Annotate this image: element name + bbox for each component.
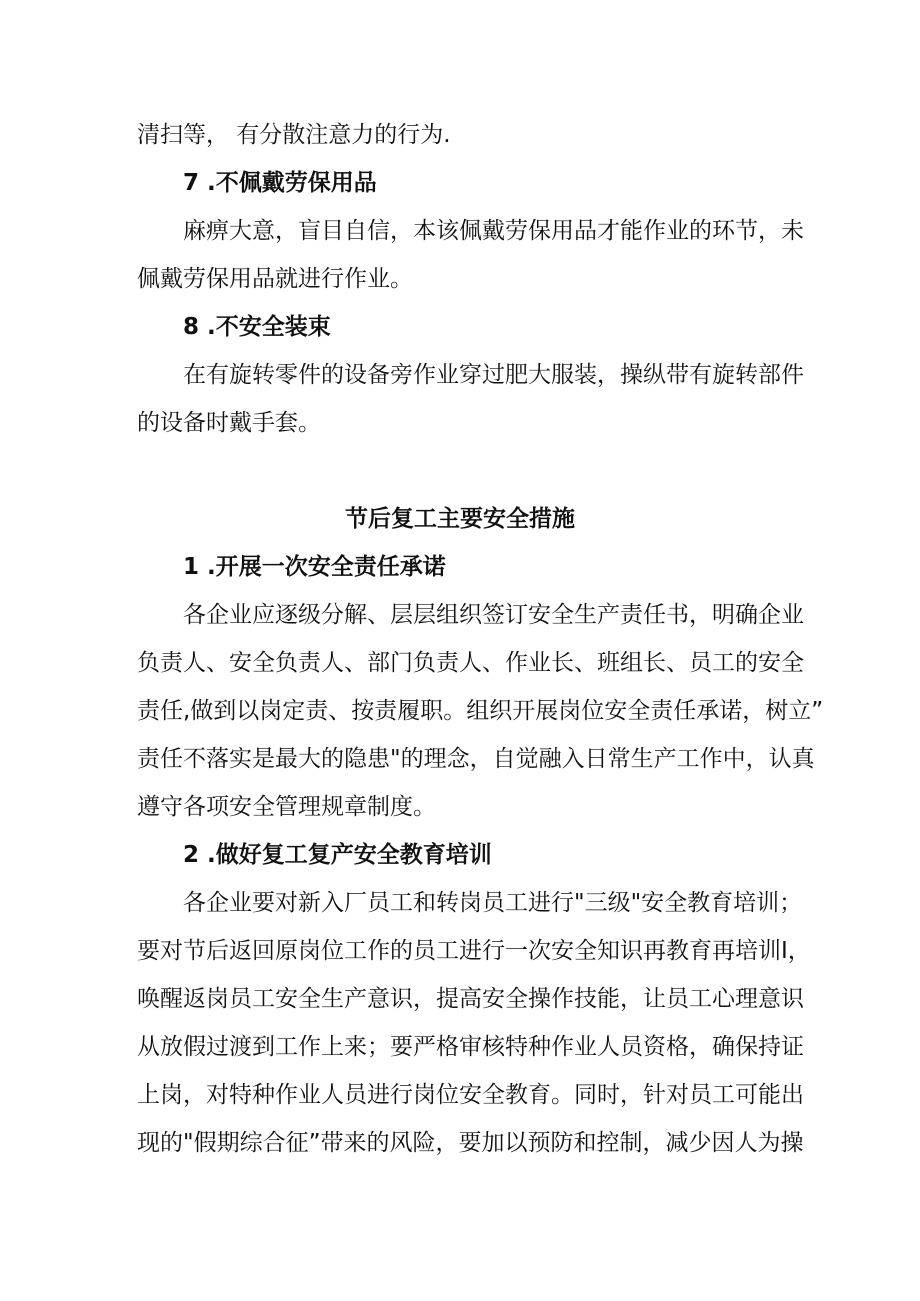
paragraph-line: 在有旋转零件的设备旁作业穿过肥大服装，操纵带有旋转部件 <box>183 362 804 388</box>
section-heading-8: 8 .不安全装束 <box>183 314 331 340</box>
paragraph-line: 清扫等， 有分散注意力的行为. <box>137 122 451 148</box>
section-heading-1: 1 .开展一次安全责任承诺 <box>183 554 446 580</box>
paragraph-line: 负责人、安全负责人、部门负责人、作业长、班组长、员工的安全 <box>137 650 804 676</box>
paragraph-line: 的设备时戴手套。 <box>137 410 321 436</box>
paragraph-line: 要对节后返回原岗位工作的员工进行一次安全知识再教育再培训Ⅰ， <box>137 938 811 964</box>
paragraph-line: 遵守各项安全管理规章制度。 <box>137 794 436 820</box>
paragraph-line: 责任,做到以岗定责、按责履职。组织开展岗位安全责任承诺，树立” <box>137 698 824 724</box>
paragraph-line: 唤醒返岗员工安全生产意识，提高安全操作技能，让员工心理意识 <box>137 986 804 1012</box>
paragraph-line: 从放假过渡到工作上来；要严格审核特种作业人员资格，确保持证 <box>137 1034 804 1060</box>
section-heading-2: 2 .做好复工复产安全教育培训 <box>183 842 492 868</box>
section-heading-7: 7 .不佩戴劳保用品 <box>183 170 377 196</box>
paragraph-line: 各企业要对新入厂员工和转岗员工进行"三级"安全教育培训； <box>183 890 803 916</box>
paragraph-line: 各企业应逐级分解、层层组织签订安全生产责任书，明确企业 <box>183 602 804 628</box>
paragraph-line: 佩戴劳保用品就进行作业。 <box>137 266 413 292</box>
paragraph-line: 上岗，对特种作业人员进行岗位安全教育。同时，针对员工可能出 <box>137 1082 804 1108</box>
paragraph-line: 麻痹大意，盲目自信，本该佩戴劳保用品才能作业的环节，未 <box>183 218 804 244</box>
paragraph-line: 现的"假期综合征”带来的风险，要加以预防和控制，减少因人为操 <box>137 1130 804 1156</box>
document-title: 节后复工主要安全措施 <box>345 506 575 532</box>
paragraph-line: 责任不落实是最大的隐患"的理念，自觉融入日常生产工作中，认真 <box>137 746 815 772</box>
